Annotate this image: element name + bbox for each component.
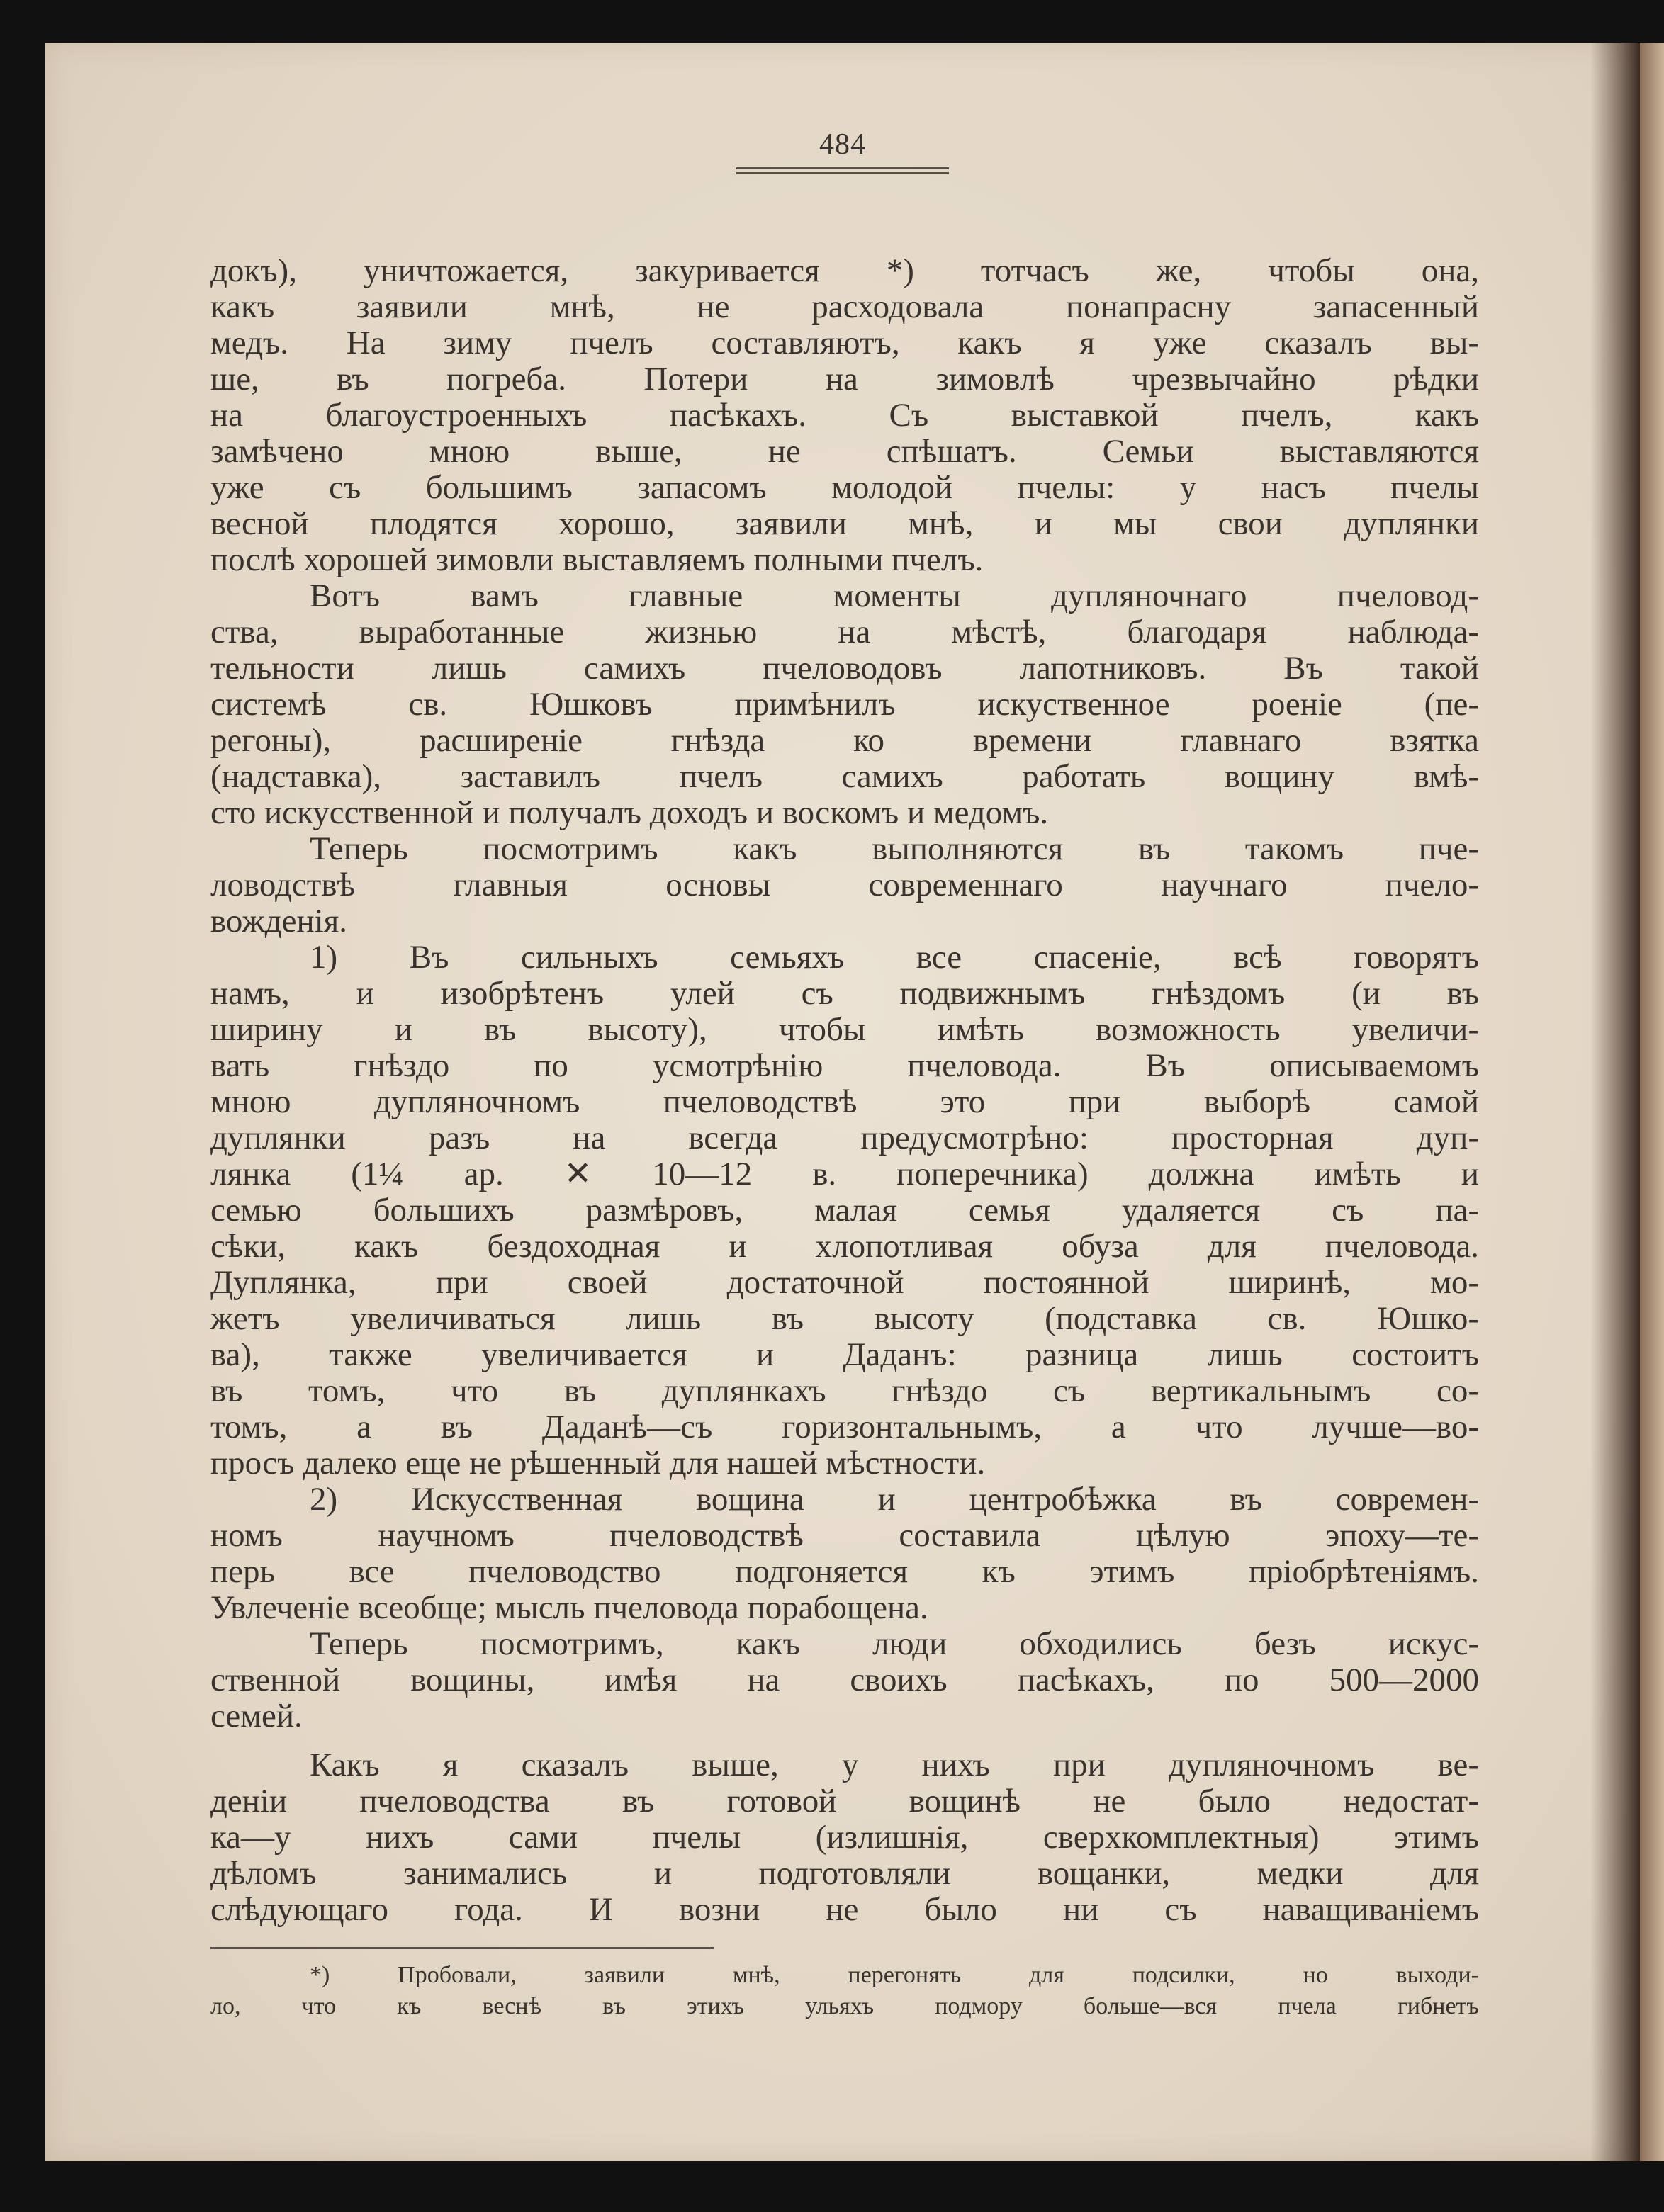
text-line: Какъ я сказалъ выше, у нихъ при дупляночномъ ве- <box>310 1747 1479 1783</box>
text-line: сѣки, какъ бездоходная и хлопотливая обуза для пчеловода. <box>210 1229 1479 1265</box>
text-line: ственной вощины, имѣя на своихъ пасѣкахъ, по 500—2000 <box>210 1662 1479 1698</box>
text-line: дуплянки разъ на всегда предусмотрѣно: просторная дуп- <box>210 1120 1479 1156</box>
text-line: въ томъ, что въ дуплянкахъ гнѣздо съ вертикальнымъ со- <box>210 1373 1479 1409</box>
book-page <box>45 43 1640 2161</box>
text-line: (надставка), заставилъ пчелъ самихъ работать вощину вмѣ- <box>210 759 1479 795</box>
text-line: сто искусственной и получалъ доходъ и воскомъ и медомъ. <box>210 795 1049 831</box>
text-line: Дуплянка, при своей достаточной постоянной ширинѣ, мо- <box>210 1265 1479 1301</box>
text-line: Вотъ вамъ главные моменты дупляночнаго пчеловод- <box>310 578 1479 614</box>
text-line: Увлеченіе всеобще; мысль пчеловода порабощена. <box>210 1590 928 1626</box>
text-line: жетъ увеличиваться лишь въ высоту (подставка св. Юшко- <box>210 1301 1479 1337</box>
text-line: послѣ хорошей зимовли выставляемъ полными пчелъ. <box>210 542 984 578</box>
text-line: вожденія. <box>210 903 348 939</box>
footnote-separator <box>210 1947 714 1949</box>
footnote-line: ло, что къ веснѣ въ этихъ ульяхъ подмору больше—вся пчела гибнетъ <box>210 1993 1479 2019</box>
text-line: 2) Искусственная вощина и центробѣжка въ современ- <box>310 1482 1479 1518</box>
page-binding-shadow <box>1590 43 1640 2161</box>
text-line: тельности лишь самихъ пчеловодовъ лапотниковъ. Въ такой <box>210 650 1479 687</box>
text-line: уже съ большимъ запасомъ молодой пчелы: у насъ пчелы <box>210 470 1479 506</box>
footnote-line: *) Пробовали, заявили мнѣ, перегонять для подсилки, но выходи- <box>310 1962 1479 1988</box>
text-line: номъ научномъ пчеловодствѣ составила цѣлую эпоху—те- <box>210 1518 1479 1554</box>
text-line: слѣдующаго года. И возни не было ни съ наващиваніемъ <box>210 1892 1479 1928</box>
page-number: 484 <box>819 128 866 161</box>
text-line: томъ, а въ Даданѣ—съ горизонтальнымъ, а что лучше—во- <box>210 1409 1479 1445</box>
text-line: семью большихъ размѣровъ, малая семья удаляется съ па- <box>210 1192 1479 1229</box>
text-line: Теперь посмотримъ, какъ люди обходились безъ искус- <box>310 1626 1479 1662</box>
text-line: ва), также увеличивается и Даданъ: разница лишь состоитъ <box>210 1337 1479 1373</box>
text-line: 1) Въ сильныхъ семьяхъ все спасеніе, всѣ говорятъ <box>310 939 1479 976</box>
text-line: ше, въ погреба. Потери на зимовлѣ чрезвычайно рѣдки <box>210 361 1479 397</box>
text-line: просъ далеко еще не рѣшенный для нашей мѣстности. <box>210 1445 986 1482</box>
text-line: медъ. На зиму пчелъ составляютъ, какъ я уже сказалъ вы- <box>210 325 1479 361</box>
text-line: регоны), расширеніе гнѣзда ко времени главнаго взятка <box>210 723 1479 759</box>
text-line: ства, выработанные жизнью на мѣстѣ, благодаря наблюда- <box>210 614 1479 650</box>
text-line: замѣчено мною выше, не спѣшатъ. Семьи выставляются <box>210 434 1479 470</box>
text-line: дѣломъ занимались и подготовляли вощанки, медки для <box>210 1856 1479 1892</box>
text-line: докъ), уничтожается, закуривается *) тотчасъ же, чтобы она, <box>210 253 1479 289</box>
adjacent-page-edge <box>1640 43 1664 2161</box>
text-line: лянка (1¼ ар. ✕ 10—12 в. поперечника) должна имѣть и <box>210 1156 1479 1192</box>
text-line: ловодствѣ главныя основы современнаго научнаго пчело- <box>210 867 1479 903</box>
paragraph-gap <box>210 1734 1479 1747</box>
text-line: мною дупляночномъ пчеловодствѣ это при выборѣ самой <box>210 1084 1479 1120</box>
text-line: ширину и въ высоту), чтобы имѣть возможность увеличи- <box>210 1012 1479 1048</box>
page-header <box>45 128 1640 174</box>
text-line: Теперь посмотримъ какъ выполняются въ такомъ пче- <box>310 831 1479 867</box>
text-line: семей. <box>210 1698 303 1734</box>
text-line: намъ, и изобрѣтенъ улей съ подвижнымъ гнѣздомъ (и въ <box>210 976 1479 1012</box>
text-line: вать гнѣздо по усмотрѣнію пчеловода. Въ описываемомъ <box>210 1048 1479 1084</box>
text-line: системѣ св. Юшковъ примѣнилъ искуственное роеніе (пе- <box>210 687 1479 723</box>
text-line: какъ заявили мнѣ, не расходовала понапрасну запасенный <box>210 289 1479 325</box>
text-line: весной плодятся хорошо, заявили мнѣ, и мы свои дуплянки <box>210 506 1479 542</box>
text-line: перь все пчеловодство подгоняется къ этимъ пріобрѣтеніямъ. <box>210 1554 1479 1590</box>
footnote <box>210 1960 1479 2022</box>
text-line: деніи пчеловодства въ готовой вощинѣ не было недостат- <box>210 1783 1479 1819</box>
body-text <box>210 253 1479 1928</box>
text-line: ка—у нихъ сами пчелы (излишнія, сверхкомплектныя) этимъ <box>210 1819 1479 1856</box>
header-double-rule <box>736 167 949 174</box>
text-line: на благоустроенныхъ пасѣкахъ. Съ выставкой пчелъ, какъ <box>210 397 1479 434</box>
